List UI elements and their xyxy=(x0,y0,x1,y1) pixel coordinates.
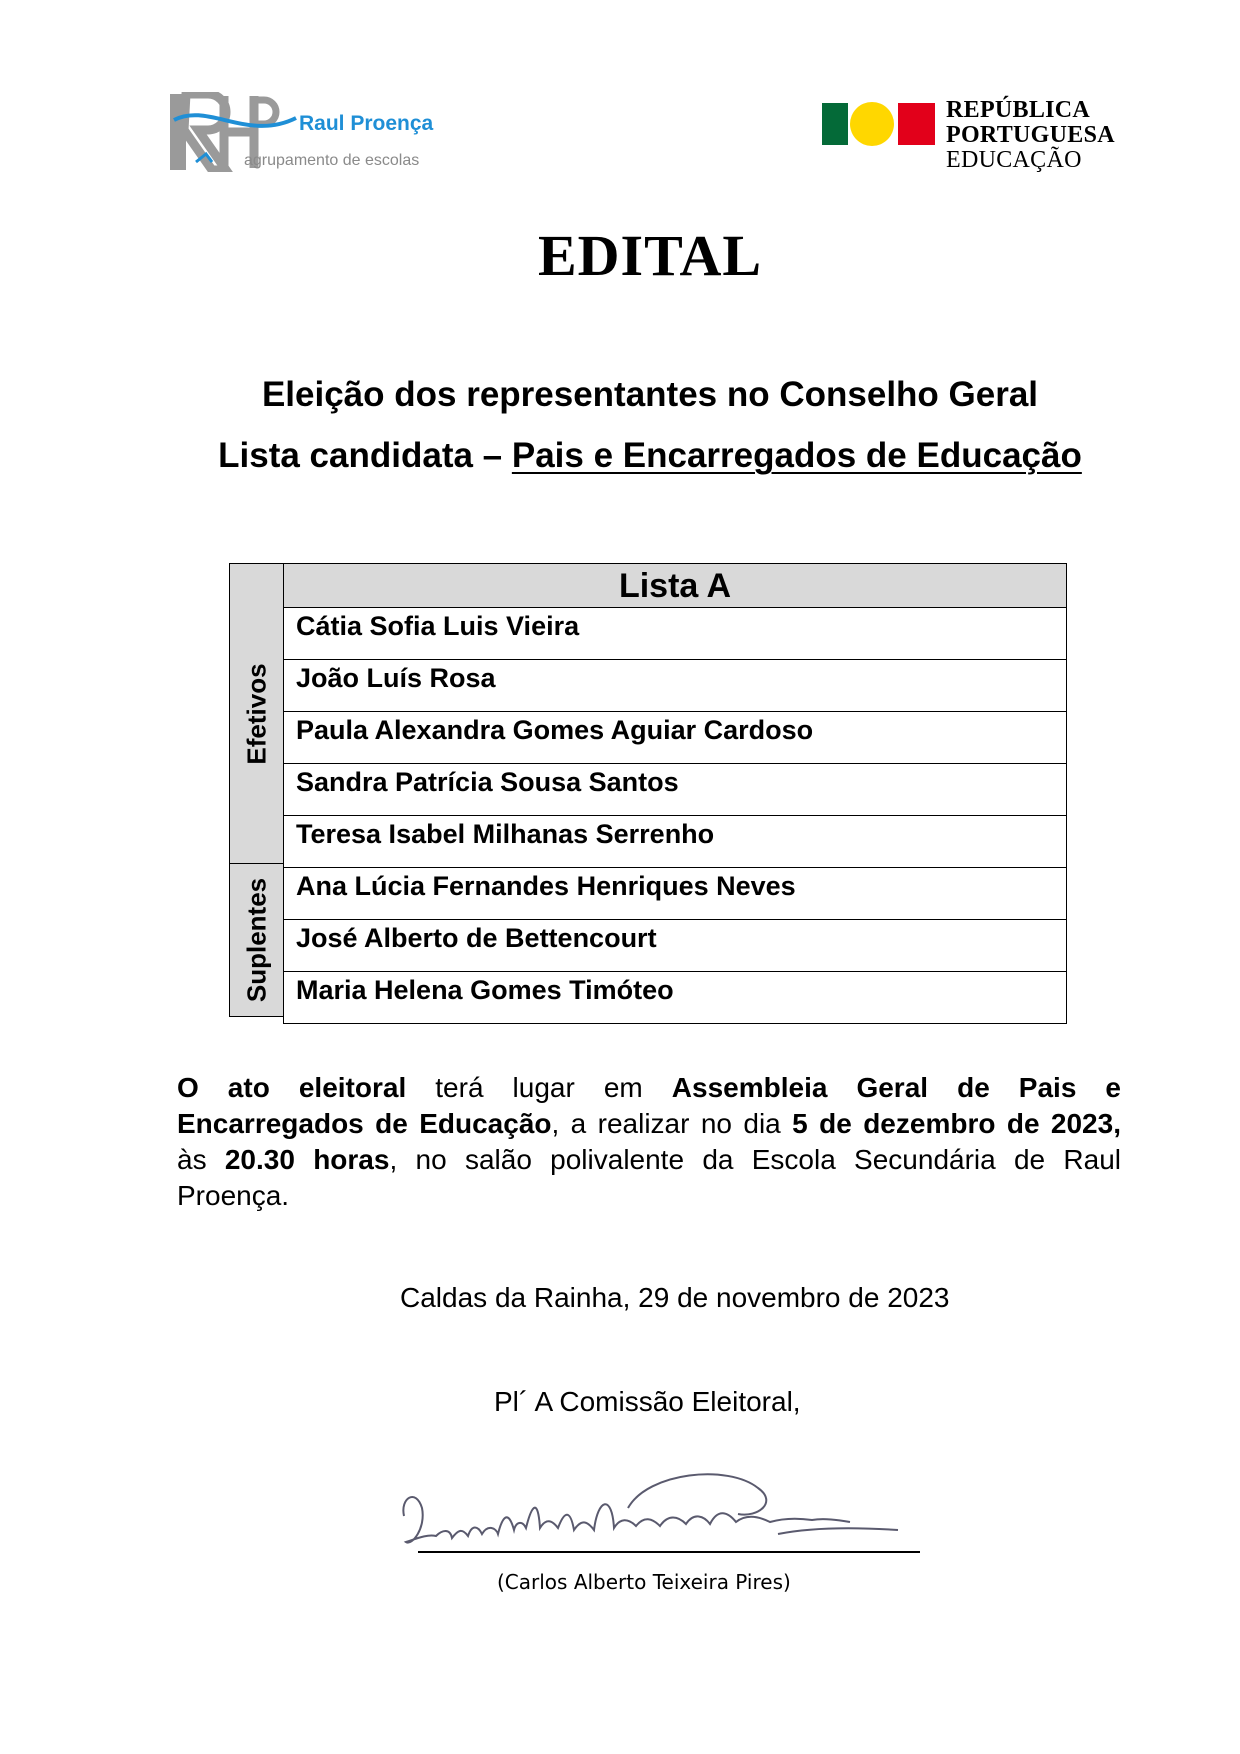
table-row: José Alberto de Bettencourt xyxy=(283,920,1067,972)
names-column xyxy=(283,563,1067,1017)
school-subtitle: agrupamento de escolas xyxy=(244,152,420,169)
candidate-table xyxy=(229,563,1067,1017)
table-row: Sandra Patrícia Sousa Santos xyxy=(283,764,1067,816)
table-row: Cátia Sofia Luis Vieira xyxy=(283,608,1067,660)
suplentes-label: Suplentes xyxy=(241,877,271,1003)
subtitle-underlined: Pais e Encarregados de Educação xyxy=(511,436,1082,475)
flag-red-block xyxy=(898,103,935,145)
notice-text: , a realizar no dia xyxy=(551,1108,793,1139)
efetivos-column xyxy=(229,563,284,864)
table-row: Teresa Isabel Milhanas Serrenho xyxy=(283,816,1067,868)
notice-text: terá lugar em xyxy=(406,1072,672,1103)
school-logo xyxy=(168,92,468,172)
notice-text: às xyxy=(177,1144,225,1175)
notice-text: Assembleia Geral de Pais e xyxy=(671,1072,1121,1103)
government-logo xyxy=(822,97,1115,178)
notice-line xyxy=(177,1106,1121,1142)
suplentes-column xyxy=(229,863,284,1017)
subtitle-prefix: Lista candidata – xyxy=(218,436,512,475)
table-row: Paula Alexandra Gomes Aguiar Cardoso xyxy=(283,712,1067,764)
notice-text: O ato eleitoral xyxy=(177,1072,407,1103)
school-name: Raul Proença xyxy=(299,112,434,135)
gov-line-1: REPÚBLICA xyxy=(946,97,1091,123)
efetivos-label: Efetivos xyxy=(241,663,271,765)
flag-green-block xyxy=(822,103,848,145)
notice-line xyxy=(177,1142,1121,1178)
table-row: João Luís Rosa xyxy=(283,660,1067,712)
notice-line xyxy=(177,1070,1121,1106)
notice-text: Encarregados de Educação xyxy=(177,1108,552,1139)
flag-yellow-circle xyxy=(850,102,894,146)
table-header: Lista A xyxy=(283,563,1067,608)
signer-name: (Carlos Alberto Teixeira Pires) xyxy=(497,1570,791,1594)
signature-line xyxy=(418,1551,920,1553)
gov-line-3: EDUCAÇÃO xyxy=(946,147,1082,173)
notice-text: 20.30 horas xyxy=(224,1144,390,1175)
table-row: Ana Lúcia Fernandes Henriques Neves xyxy=(283,868,1067,920)
notice-line: Proença. xyxy=(177,1180,290,1211)
subtitle-line-2 xyxy=(0,436,1240,476)
notice-text: , no salão polivalente da Escola Secundária de Raul xyxy=(389,1144,1121,1175)
notice-paragraph xyxy=(177,1070,1121,1214)
signature-icon xyxy=(398,1468,918,1558)
gov-line-2: PORTUGUESA xyxy=(946,122,1115,148)
commission-line: Pl´ A Comissão Eleitoral, xyxy=(494,1386,801,1417)
table-row: Maria Helena Gomes Timóteo xyxy=(283,972,1067,1024)
page-title: EDITAL xyxy=(537,223,763,288)
government-text xyxy=(946,98,1115,173)
notice-text: 5 de dezembro de 2023, xyxy=(792,1108,1121,1139)
subtitle-line-1: Eleição dos representantes no Conselho Geral xyxy=(261,375,1039,414)
place-date: Caldas da Rainha, 29 de novembro de 2023 xyxy=(400,1282,950,1313)
